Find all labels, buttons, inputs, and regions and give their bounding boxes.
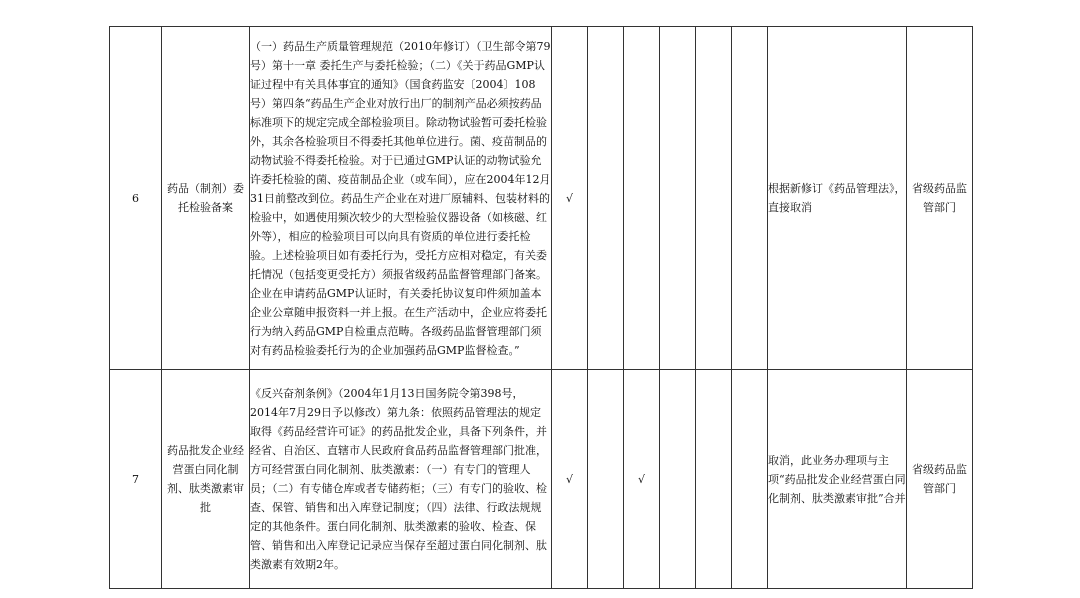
row-number: 7 [110,370,162,589]
empty-cell [660,27,696,370]
handling-note: 根据新修订《药品管理法》，直接取消 [768,27,907,370]
legal-basis: 《反兴奋剂条例》（2004年1月13日国务院令第398号，2014年7月29日予以修改）第九条：依照药品管理法的规定取得《药品经营许可证》的药品批发企业，具备下列条件，并经省、自治区、直辖市人民政府食品药品监督管理部门批准，方可经营蛋白同化制剂、肽类激素：（一）有专门的管理人员；（二）有专储仓库或者专储药柜；（三）有专门的验收、检查、保管、销售和出入库登记制度；（四）法律、行政法规规定的其他条件。蛋白同化制剂、肽类激素的验收、检查、保管、销售和出入库登记记录应当保存至超过蛋白同化制剂、肽类激素有效期2年。 [250,370,552,589]
department: 省级药品监管部门 [907,370,973,589]
item-name: 药品批发企业经营蛋白同化制剂、肽类激素审批 [162,370,250,589]
department: 省级药品监管部门 [907,27,973,370]
regulation-table [109,26,973,589]
empty-cell [588,27,624,370]
empty-cell [696,370,732,589]
table-row [110,370,973,589]
empty-cell [624,27,660,370]
table-row [110,27,973,370]
item-name: 药品（制剂）委托检验备案 [162,27,250,370]
empty-cell [732,27,768,370]
handling-note: 取消，此业务办理项与主项“药品批发企业经营蛋白同化制剂、肽类激素审批”合并 [768,370,907,589]
legal-basis: （一）药品生产质量管理规范（2010年修订）（卫生部令第79号）第十一章 委托生产与委托检验；（二）《关于药品GMP认证过程中有关具体事宜的通知》（国食药监安〔2004〕108号）第四条“药品生产企业对放行出厂的制剂产品必须按药品标准项下的规定完成全部检验项目。除动物试验暂可委托检验外，其余各检验项目不得委托其他单位进行。菌、疫苗制品的动物试验不得委托检验。对于已通过GMP认证的动物试验允许委托检验的菌、疫苗制品企业（或车间），应在2004年12月31日前整改到位。药品生产企业在对进厂原辅料、包装材料的检验中，如遇使用频次较少的大型检验仪器设备（如核磁、红外等），相应的检验项目可以向具有资质的单位进行委托检验。上述检验项目如有委托行为，受托方应相对稳定，有关委托情况（包括变更受托方）须报省级药品监督管理部门备案。企业在申请药品GMP认证时，有关委托协议复印件须加盖本企业公章随申报资料一并上报。在生产活动中，企业应将委托行为纳入药品GMP自检重点范畴。各级药品监督管理部门须对有药品检验委托行为的企业加强药品GMP监督检查。” [250,27,552,370]
empty-cell [696,27,732,370]
empty-cell [660,370,696,589]
empty-cell [732,370,768,589]
row-number: 6 [110,27,162,370]
empty-cell [588,370,624,589]
check-mark: √ [552,27,588,370]
check-mark: √ [624,370,660,589]
check-mark: √ [552,370,588,589]
